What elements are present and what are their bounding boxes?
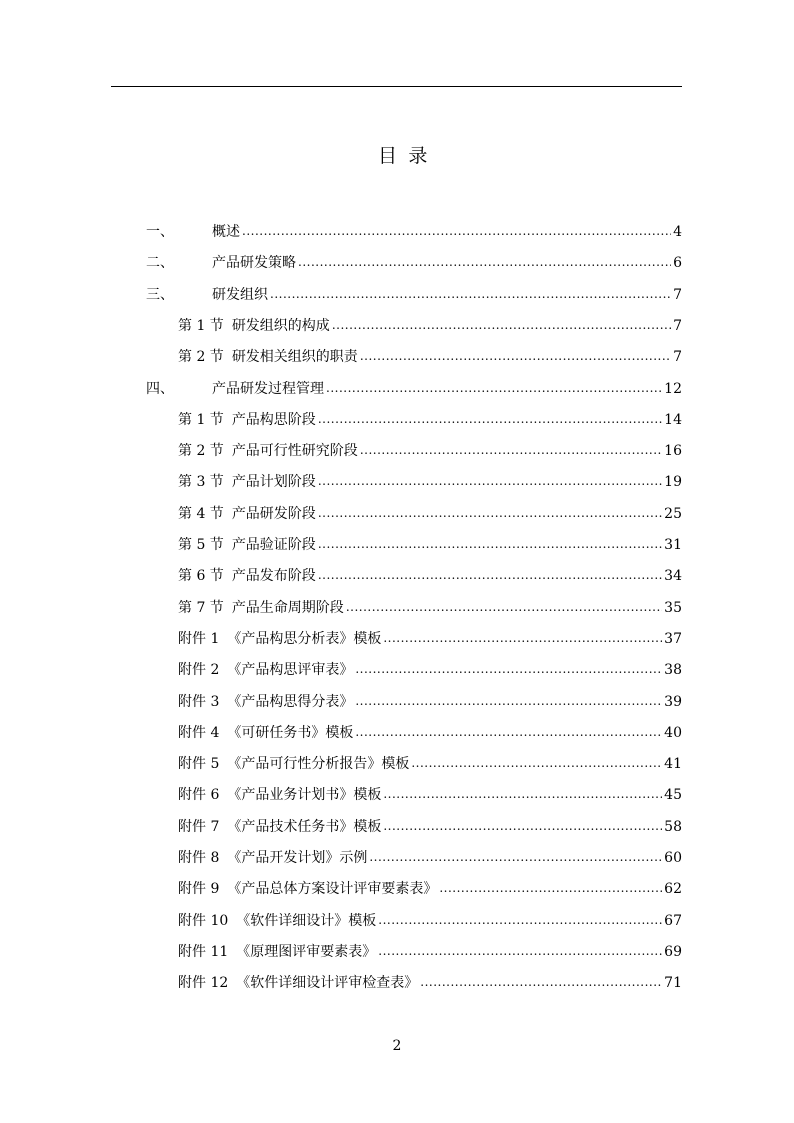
toc-entry-page: 67 — [664, 913, 682, 929]
toc-dot-leader — [355, 658, 662, 680]
toc-entry[interactable] — [178, 565, 682, 587]
page-number: 2 — [392, 1038, 402, 1054]
toc-entry-label: 概述 — [212, 224, 240, 240]
toc-entry-number: 一、 — [146, 224, 174, 240]
toc-entry-number: 第 2 节 — [178, 443, 224, 459]
toc-entry-page: 7 — [673, 287, 682, 303]
toc-entry-label: 产品研发阶段 — [231, 506, 316, 522]
toc-entry-label: 产品发布阶段 — [231, 568, 316, 584]
toc-entry-page: 14 — [664, 412, 682, 428]
toc-entry-label: 《原理图评审要素表》 — [236, 944, 377, 960]
toc-entry[interactable] — [146, 221, 682, 243]
toc-dot-leader — [411, 752, 662, 774]
toc-entry-page: 69 — [664, 944, 682, 960]
toc-entry-number: 附件 7 — [178, 819, 220, 835]
toc-entry-label: 产品生命周期阶段 — [231, 600, 344, 616]
toc-dot-leader — [270, 283, 671, 305]
toc-entry-number: 附件 8 — [178, 850, 220, 866]
toc-dot-leader — [378, 940, 662, 962]
toc-dot-leader — [298, 251, 671, 273]
toc-entry[interactable] — [178, 753, 682, 775]
toc-entry-page: 7 — [673, 318, 682, 334]
toc-entry-number: 附件 2 — [178, 662, 220, 678]
toc-dot-leader — [360, 439, 662, 461]
toc-entry[interactable] — [178, 628, 682, 650]
toc-dot-leader — [420, 971, 662, 993]
toc-entry-number: 附件 5 — [178, 756, 220, 772]
toc-dot-leader — [439, 877, 662, 899]
toc-dot-leader — [242, 220, 671, 242]
toc-entry-number: 第 1 节 — [178, 412, 224, 428]
toc-entry-number: 附件 12 — [178, 975, 229, 991]
toc-dot-leader — [326, 377, 662, 399]
toc-entry-label: 研发相关组织的职责 — [231, 349, 358, 365]
toc-entry-number: 附件 6 — [178, 787, 220, 803]
toc-entry-label: 《产品总体方案设计评审要素表》 — [227, 881, 438, 897]
toc-entry-page: 6 — [673, 255, 682, 271]
toc-entry[interactable] — [178, 910, 682, 932]
toc-entry[interactable] — [146, 378, 682, 400]
toc-entry[interactable] — [178, 941, 682, 963]
toc-entry-number: 附件 11 — [178, 944, 229, 960]
toc-entry[interactable] — [178, 691, 682, 713]
toc-entry-label: 《软件详细设计评审检查表》 — [236, 975, 419, 991]
toc-dot-leader — [332, 314, 671, 336]
toc-dot-leader — [318, 564, 662, 586]
toc-entry[interactable] — [178, 471, 682, 493]
toc-dot-leader — [383, 627, 662, 649]
toc-dot-leader — [318, 470, 662, 492]
toc-entry-label: 产品研发过程管理 — [212, 381, 324, 397]
toc-entry-label: 产品构思阶段 — [231, 412, 316, 428]
toc-entry-number: 附件 4 — [178, 725, 220, 741]
toc-entry-page: 62 — [664, 881, 682, 897]
toc-entry-page: 7 — [673, 349, 682, 365]
toc-entry[interactable] — [178, 816, 682, 838]
toc-entry-label: 研发组织的构成 — [231, 318, 330, 334]
toc-entry-page: 37 — [664, 631, 682, 647]
toc-entry-number: 第 6 节 — [178, 568, 224, 584]
toc-entry-number: 第 5 节 — [178, 537, 224, 553]
toc-entry-page: 58 — [664, 819, 682, 835]
toc-entry-number: 二、 — [146, 255, 174, 271]
toc-entry-label: 《产品开发计划》示例 — [227, 850, 368, 866]
toc-entry-label: 产品验证阶段 — [231, 537, 316, 553]
toc-entry[interactable] — [178, 659, 682, 681]
toc-entry-page: 31 — [664, 537, 682, 553]
toc-entry[interactable] — [146, 284, 682, 306]
toc-dot-leader — [346, 596, 662, 618]
toc-dot-leader — [318, 533, 662, 555]
toc-entry-page: 25 — [664, 506, 682, 522]
toc-entry-number: 第 7 节 — [178, 600, 224, 616]
toc-dot-leader — [355, 690, 662, 712]
toc-entry-page: 4 — [673, 224, 682, 240]
toc-entry-page: 35 — [664, 600, 682, 616]
toc-entry-page: 41 — [664, 756, 682, 772]
toc-entry-number: 四、 — [146, 381, 174, 397]
toc-entry-label: 研发组织 — [212, 287, 268, 303]
toc-entry[interactable] — [146, 252, 682, 274]
toc-entry[interactable] — [178, 440, 682, 462]
toc-entry-label: 《产品业务计划书》模板 — [227, 787, 382, 803]
toc-entry-number: 附件 1 — [178, 631, 220, 647]
toc-entry-page: 38 — [664, 662, 682, 678]
toc-entry-label: 《软件详细设计》模板 — [236, 913, 377, 929]
toc-entry[interactable] — [178, 972, 682, 994]
toc-entry[interactable] — [178, 409, 682, 431]
toc-entry-number: 附件 3 — [178, 694, 220, 710]
toc-entry-label: 产品研发策略 — [212, 255, 296, 271]
toc-entry-number: 第 1 节 — [178, 318, 224, 334]
toc-dot-leader — [360, 345, 671, 367]
toc-title: 目录 — [377, 145, 439, 167]
toc-entry-label: 产品计划阶段 — [231, 474, 316, 490]
toc-entry[interactable] — [178, 597, 682, 619]
toc-dot-leader — [369, 846, 662, 868]
toc-entry[interactable] — [178, 503, 682, 525]
toc-entry-number: 第 2 节 — [178, 349, 224, 365]
toc-entry-page: 40 — [664, 725, 682, 741]
toc-entry[interactable] — [178, 847, 682, 869]
toc-entry-page: 19 — [664, 474, 682, 490]
toc-entry-number: 第 3 节 — [178, 474, 224, 490]
toc-dot-leader — [383, 783, 662, 805]
toc-entry-page: 12 — [664, 381, 682, 397]
toc-entry[interactable] — [178, 346, 682, 368]
toc-entry-label: 《产品技术任务书》模板 — [227, 819, 382, 835]
toc-entry-page: 71 — [664, 975, 682, 991]
toc-entry-number: 三、 — [146, 287, 174, 303]
toc-entry[interactable] — [178, 534, 682, 556]
toc-entry-page: 39 — [664, 694, 682, 710]
toc-entry[interactable] — [178, 784, 682, 806]
toc-entry-number: 附件 10 — [178, 913, 229, 929]
toc-entry[interactable] — [178, 722, 682, 744]
toc-entry-label: 《产品构思得分表》 — [227, 694, 354, 710]
toc-dot-leader — [318, 408, 662, 430]
toc-entry-label: 《产品构思评审表》 — [227, 662, 354, 678]
toc-entry-label: 产品可行性研究阶段 — [231, 443, 358, 459]
toc-entry-label: 《可研任务书》模板 — [227, 725, 354, 741]
toc-entry[interactable] — [178, 878, 682, 900]
toc-entry-page: 34 — [664, 568, 682, 584]
toc-dot-leader — [383, 815, 662, 837]
toc-entry-label: 《产品构思分析表》模板 — [227, 631, 382, 647]
toc-dot-leader — [378, 909, 662, 931]
header-rule — [111, 86, 682, 87]
toc-dot-leader — [318, 502, 662, 524]
toc-entry-label: 《产品可行性分析报告》模板 — [227, 756, 410, 772]
toc-entry-page: 16 — [664, 443, 682, 459]
toc-entry[interactable] — [178, 315, 682, 337]
toc-entry-number: 附件 9 — [178, 881, 220, 897]
toc-entry-page: 60 — [664, 850, 682, 866]
toc-dot-leader — [355, 721, 662, 743]
toc-entry-number: 第 4 节 — [178, 506, 224, 522]
toc-entry-page: 45 — [664, 787, 682, 803]
